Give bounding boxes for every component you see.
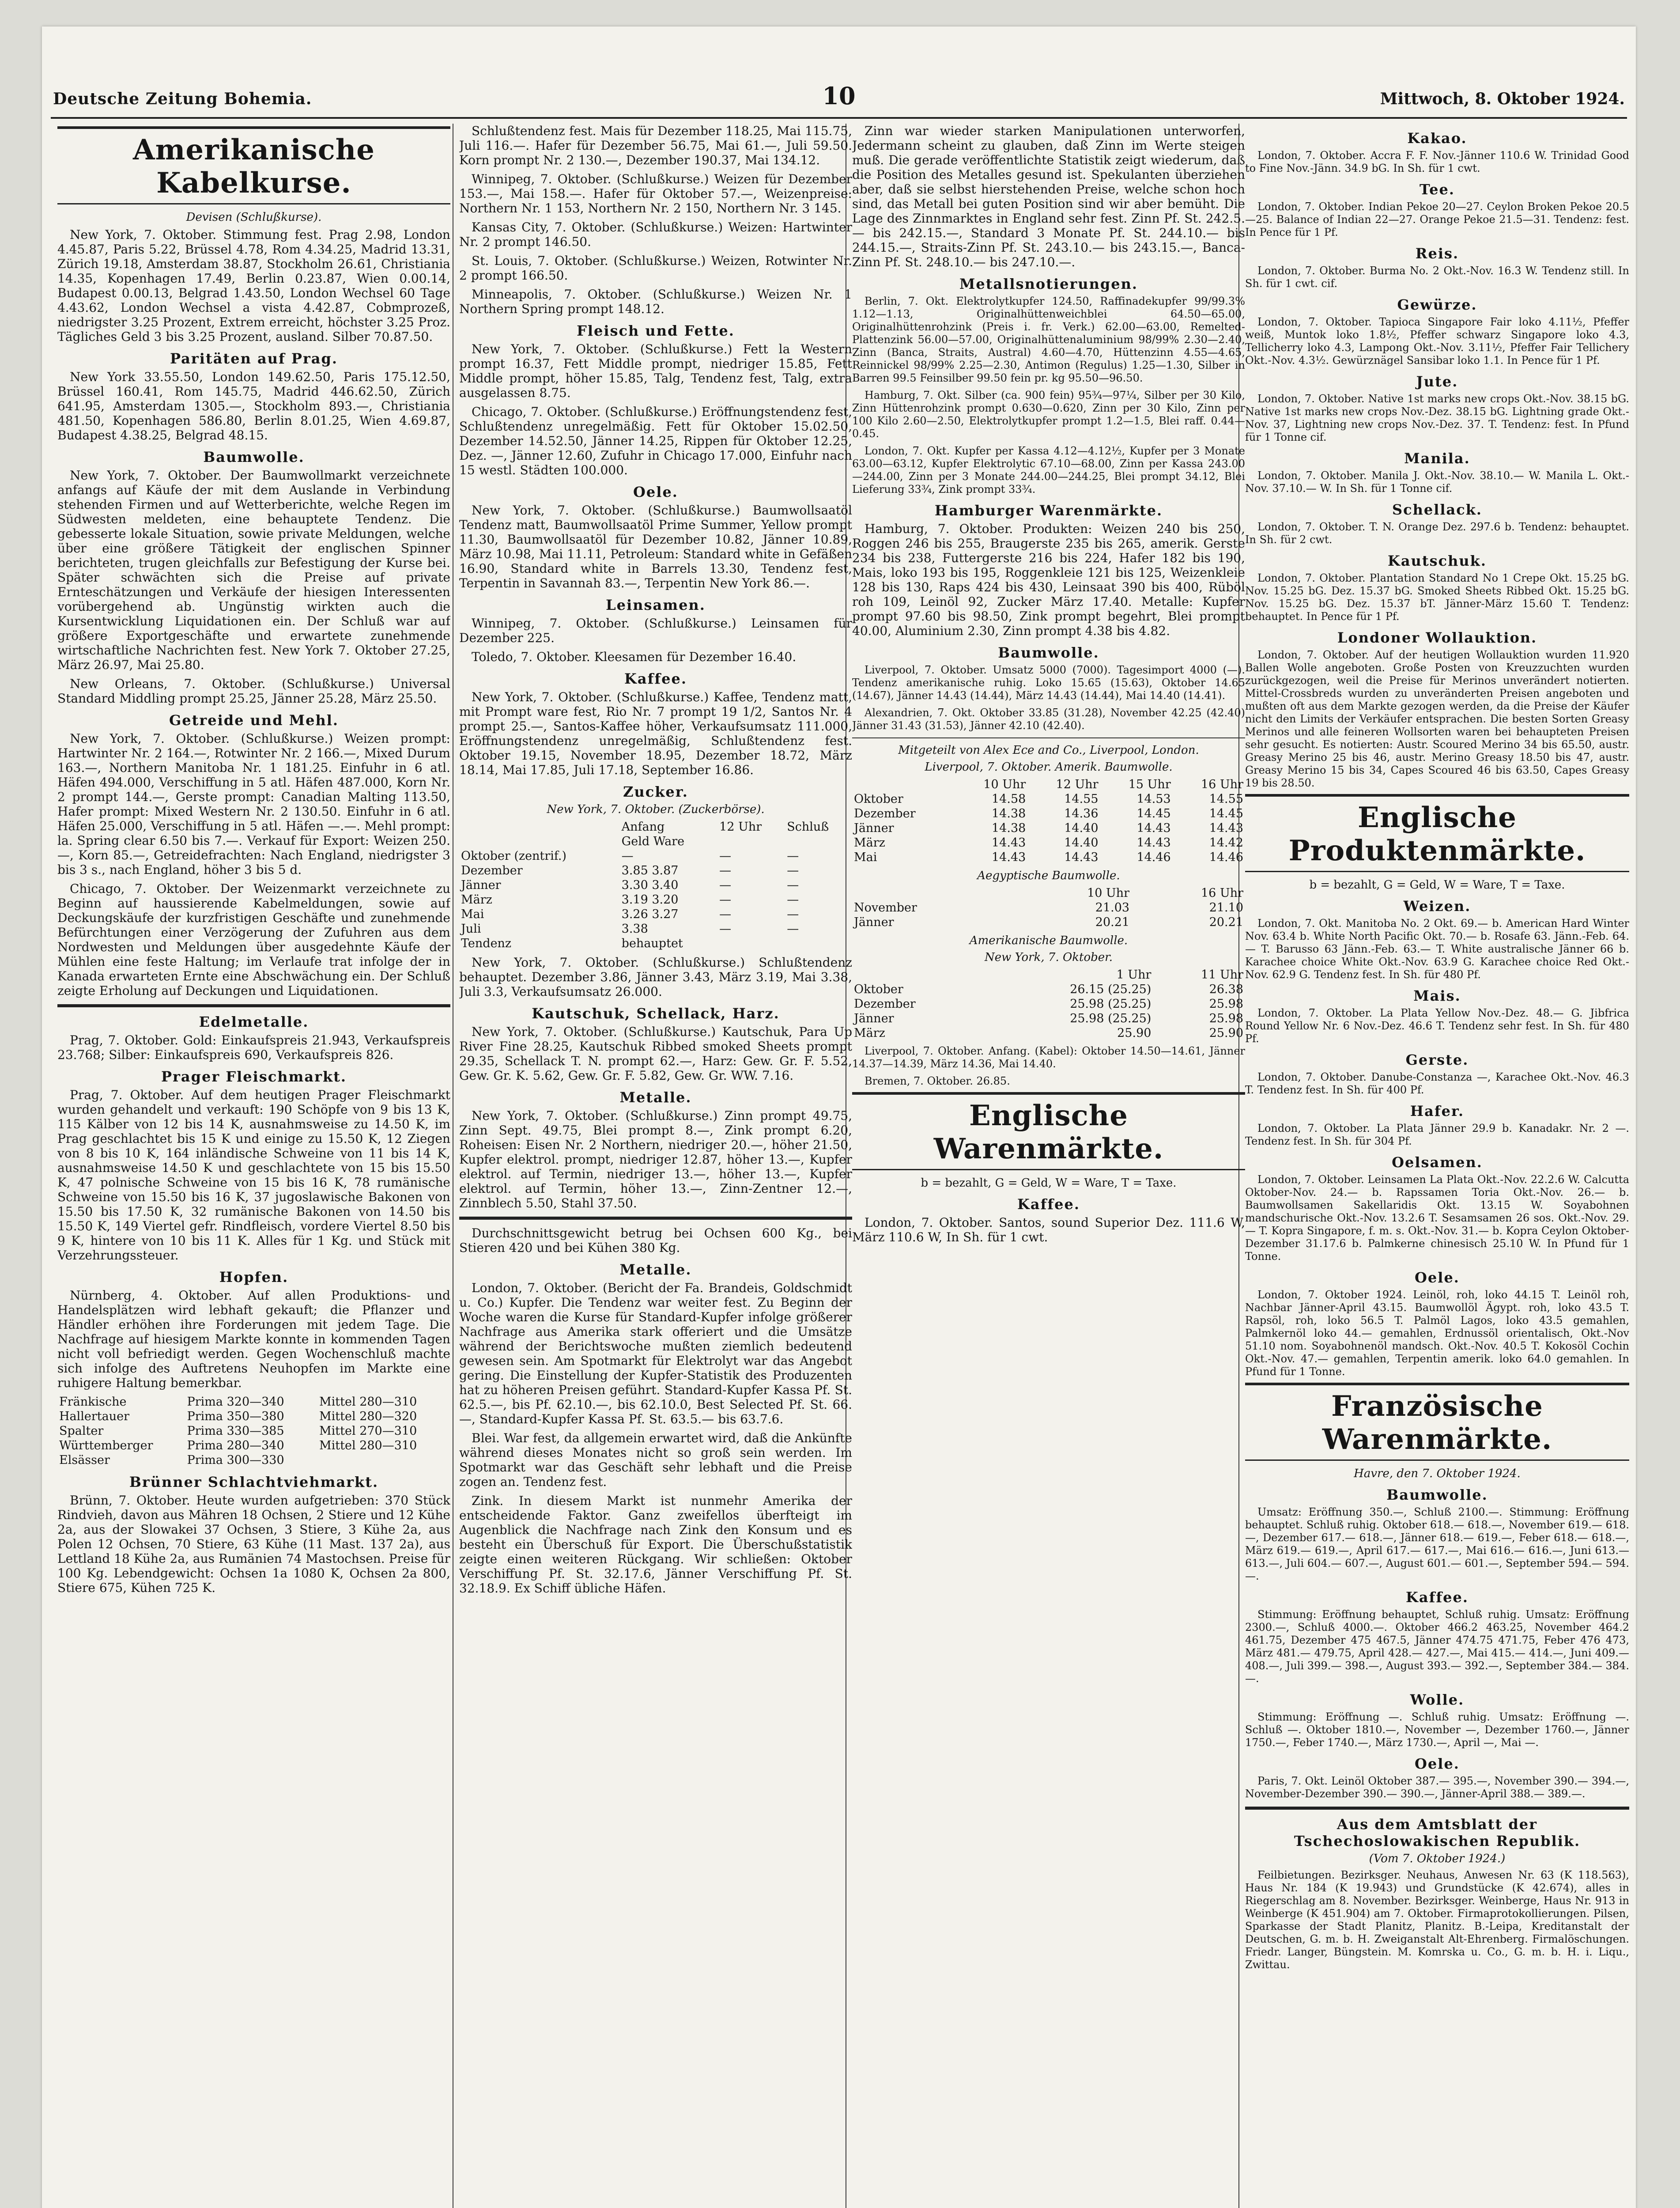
table-cell: 14.43 — [992, 851, 1026, 864]
table-row — [459, 878, 852, 892]
source-note: Mitgeteilt von Alex Ece and Co., Liverpool, London. — [898, 744, 1199, 757]
table-caption: New York, 7. Oktober. (Zuckerbörse). — [547, 803, 765, 816]
table-cell: 14.55 — [1064, 792, 1099, 806]
table-cell: — — [719, 878, 732, 892]
table-cell: Dezember — [461, 864, 523, 877]
table-cell: 21.03 — [1095, 901, 1130, 915]
table-header-row — [852, 968, 1245, 982]
table-cell: März — [854, 1026, 885, 1040]
table-cell: 14.43 — [1136, 821, 1171, 835]
subsection-title: Oele. — [633, 484, 678, 500]
subsection-title: Paritäten auf Prag. — [170, 350, 338, 367]
table-cell: Oktober (zentrif.) — [461, 849, 567, 863]
subsection-title: Kaffee. — [1017, 1196, 1080, 1213]
subsection-title: Gerste. — [1405, 1051, 1469, 1068]
table-row — [459, 892, 852, 907]
table-header — [459, 834, 620, 849]
section-title: Französische Warenmärkte. — [1245, 1383, 1629, 1461]
subsection-title: Edelmetalle. — [199, 1013, 309, 1030]
subsection-title: Kaffee. — [1406, 1589, 1469, 1606]
article-text: London, 7. Oktober. Native 1st marks new crops Okt.-Nov. 38.15 bG. Native 1st marks new crops Nov.-Dez. 38.15 bG. Lightning grade Okt.-Nov. 37, Lightning new crops Nov.-Dez. 37. T. Tendenz: fest. In Pfund für 1 Tonne cif. — [1245, 393, 1629, 443]
table-cell: November — [854, 901, 917, 915]
table-cell — [717, 936, 785, 951]
table-header-row — [459, 820, 852, 834]
liverpool-cotton-table — [852, 777, 1245, 865]
subsection-title: Hafer. — [1410, 1103, 1465, 1119]
table-cell: Hallertauer — [59, 1410, 130, 1423]
dateline: Havre, den 7. Oktober 1924. — [1354, 1467, 1521, 1480]
article-text: London, 7. Oktober. Danube-Constanza —, Karachee Okt.-Nov. 46.3 T. Tendenz fest. In Sh. für 400 Pf. — [1245, 1071, 1629, 1096]
table-cell: — — [719, 893, 732, 907]
column-3 — [852, 124, 1245, 2208]
article-text: Zinn war wieder starken Manipulationen unterworfen, Jedermann scheint zu glauben, daß Zinn im Werte steigen muß. Die gerade veröffentlichte Statistik zeigt wiederum, daß die Position des Metalles gesund ist. Spekulanten überziehen aber, daß sie selbst hierstehenden Preise, welche schon hoch sind, das Metall bei guten Position sind wir aber bemüht. Die Lage des Zinnmarktes in England sehr fest. Zinn Pf. St. 242.5.— bis 242.15.—, Standard 3 Monate Pf. St. 244.10.— bis 244.15.—, Straits-Zinn Pf. St. 243.10.— bis 243.15.—, Banca-Zinn Pf. St. 248.10.— bis 247.10.—. — [852, 124, 1245, 269]
table-row — [852, 806, 1245, 821]
table-cell: Juli — [461, 922, 481, 936]
article-text: London, 7. Okt. Manitoba No. 2 Okt. 69.— b. American Hard Winter Nov. 63.4 b. White North Pacific Okt. 70.— b. Rosafe 63. Jänn.-Feb. 64.— T. Barusso 63 Jänn.-Feb. 63.— T. White australische Jänner 66 b. Karachee choice White Okt.-Nov. 63.9 G. Karachee choice Red Okt.-Nov. 62.9 G. Tendenz fest. In Sh. für 480 Pf. — [1245, 917, 1629, 981]
table-cell: Jänner — [461, 878, 501, 892]
subsection-title: Oele. — [1415, 1755, 1460, 1772]
table-cell: — — [719, 922, 732, 936]
table-cell: Oktober — [854, 792, 903, 806]
table-cell: 25.90 — [1209, 1026, 1243, 1040]
subsection-title: Wolle. — [1410, 1691, 1465, 1708]
table-cell: Fränkische — [59, 1395, 127, 1409]
article-text: Stimmung: Eröffnung behauptet, Schluß ruhig. Umsatz: Eröffnung 2300.—, Schluß 4000.—. Oktober 466.2 463.25, November 464.2 461.75, Dezember 475 467.5, Jänner 474.75 471.75, Feber 476 473, März 481.— 479.75, April 428.— 427.—, Mai 415.— 414.—, Juni 409.— 408.—, Juli 399.— 398.—, August 393.— 392.—, September 384.— 384.—. — [1245, 1608, 1629, 1685]
article-text: Chicago, 7. Oktober. Der Weizenmarkt verzeichnete zu Beginn auf haussierende Kabelmeldungen, sowie auf Deckungskäufe der kurzfristigen Geschäfte und zunehmende Befürchtungen einer Verzögerung der Zufuhren aus dem Nordwesten und Meldungen über ausgedehnte Käufe der Mühlen eine feste Haltung; im Verlaufe trat infolge der in Kanada erwarteten Ernte eine Abschwächung ein. Der Schluß zeigte Erholung auf Deckungen und Liquidationen. — [57, 881, 450, 998]
article-text: London, 7. Oktober. Santos, sound Superior Dez. 111.6 W, März 110.6 W, In Sh. für 1 cwt. — [852, 1215, 1245, 1244]
article-text: New York, 7. Oktober. (Schlußkurse.) Baumwollsaatöl Tendenz matt, Baumwollsaatöl Prime Summer, Yellow prompt 11.30, Baumwollsaatöl für Dezember 10.82, Jänner 10.89, März 10.98, Mai 11.11, Petroleum: Standard white in Gefäßen 16.90, Standard white in Barrels 13.30, Tendenz fest, Terpentin in Savannah 83.—, Terpentin New York 86.—. — [459, 503, 852, 590]
table-cell: 26.38 — [1209, 983, 1243, 996]
article-text: London, 7. Oktober. Tapioca Singapore Fair loko 4.11½, Pfeffer weiß, Muntok loko 1.8½, Pfeffer schwarz Singapore loko 4.3, Tellicherry loko 4.3, Lampong Okt.-Nov. 3.11½, Pfeffer Fair Tellichery Okt.-Nov. 4.3½. Gewürznägel Sansibar loko 1.1. In Pence für 1 Pf. — [1245, 316, 1629, 367]
subsection-title: Schellack. — [1392, 501, 1483, 518]
article-text: Hamburg, 7. Oktober. Produkten: Weizen 240 bis 250, Roggen 246 bis 255, Braugerste 235 bis 265, amerik. Gerste 234 bis 238, Futtergerste 216 bis 224, Hafer 182 bis 190, Mais, loko 193 bis 195, Roggenkleie 121 bis 125, Weizenkleie 128 bis 130, Raps 424 bis 430, Leinsaat 390 bis 400, Rüböl roh 109, Leinöl 92, Zucker März 17.40. Metalle: Kupfer prompt 97.60 bis 98.50, Zink prompt begehrt, Blei prompt 40.00, Aluminium 2.30, Zinn prompt 4.38 bis 4.82. — [852, 522, 1245, 638]
issue-date: Mittwoch, 8. Oktober 1924. — [1380, 90, 1625, 108]
table-header: 16 Uhr — [1201, 778, 1243, 791]
subsection-title: Zucker. — [623, 783, 688, 800]
article-text: London, 7. Oktober. T. N. Orange Dez. 297.6 b. Tendenz: behauptet. In Sh. für 2 cwt. — [1245, 521, 1629, 546]
article-text: Paris, 7. Okt. Leinöl Oktober 387.— 395.—, November 390.— 394.—, November-Dezember 390.— 390.—, Jänner-April 388.— 389.—. — [1245, 1775, 1629, 1800]
subsection-title: Kakao. — [1407, 130, 1467, 147]
article-text: New York 33.55.50, London 149.62.50, Paris 175.12.50, Brüssel 160.41, Rom 145.75, Madrid 446.62.50, Zürich 641.95, Amsterdam 1305.—, Stockholm 893.—, Christiania 481.50, Kopenhagen 586.80, Berlin 8.01.25, Wien 4.69.87, Budapest 4.38.25, Belgrad 48.15. — [57, 370, 450, 442]
table-cell: 14.53 — [1136, 792, 1171, 806]
article-text: Zink. In diesem Markt ist nunmehr Amerika der entscheidende Faktor. Ganz zweifellos überfteigt im Augenblick die Nachfrage nach Zink den Konsum und es besteht ein Überschuß für Export. Die Überschußstatistik zeigte einen weiteren Rückgang. Wir schließen: Oktober Verschiffung Pf. St. 32.17.6, Jänner Verschiffung Pf. St. 32.18.9. Ex Schiff übliche Häfen. — [459, 1493, 852, 1596]
divider — [852, 737, 1245, 738]
table-header-row — [852, 886, 1245, 900]
article-text: St. Louis, 7. Oktober. (Schlußkurse.) Weizen, Rotwinter Nr. 2 prompt 166.50. — [459, 253, 852, 283]
article-text: London, 7. Oktober. La Plata Yellow Nov.-Dez. 48.— G. Jibfrica Round Yellow Nr. 6 Nov.-Dez. 46.6 T. Tendenz sehr fest. In Sh. für 480 Pf. — [1245, 1007, 1629, 1045]
table-cell: Mai — [461, 907, 484, 921]
table-header: 11 Uhr — [1201, 968, 1243, 982]
table-cell: 14.43 — [1064, 851, 1099, 864]
article-text: Brünn, 7. Oktober. Heute wurden aufgetrieben: 370 Stück Rindvieh, davon aus Mähren 18 Ochsen, 2 Stiere und 12 Kühe 2a, aus der Slowakei 37 Ochsen, 3 Stiere, 3 Kühe 2a, aus Polen 12 Ochsen, 70 Stiere, 63 Kühe (11 Mast. 137 2a), aus Lettland 18 Kühe 2a, aus Rumänien 74 Mastochsen. Preise für 100 Kg. Lebendgewicht: Ochsen 1a 1080 K, Ochsen 2a 800, Stiere 675, Kühen 725 K. — [57, 1493, 450, 1595]
table-row — [57, 1453, 450, 1467]
newspaper-name: Deutsche Zeitung Bohemia. — [53, 90, 312, 108]
table-cell: 14.43 — [1136, 836, 1171, 850]
subsection-title: Hamburger Warenmärkte. — [934, 502, 1163, 519]
table-row — [57, 1409, 450, 1424]
table-cell: Elsässer — [59, 1453, 110, 1467]
article-text: Prag, 7. Oktober. Gold: Einkaufspreis 21.943, Verkaufspreis 23.768; Silber: Einkaufspreis 690, Verkaufspreis 826. — [57, 1033, 450, 1062]
subsection-title: Gewürze. — [1397, 296, 1477, 313]
table-cell: 14.45 — [1136, 807, 1171, 820]
section-divider — [57, 1004, 450, 1007]
table-cell: 21.10 — [1209, 901, 1243, 915]
column-1 — [57, 124, 450, 2208]
article-text: London, 7. Oktober. (Bericht der Fa. Brandeis, Goldschmidt u. Co.) Kupfer. Die Tendenz war weiter fest. Zu Beginn der Woche waren die Kurse für Standard-Kupfer infolge größerer Nachfrage aus Amerika stark offeriert und die Umsätze während der Berichtswoche mußten ziemlich bedeutend gewesen sein. Am Spotmarkt für Elektrolyt war das Angebot gering. Die Einstellung der Kupfer-Statistik des Produzenten hat zu höheren Preisen geführt. Standard-Kupfer Kassa Pf. St. 62.5.—, bis Pf. 62.10.—, bis 62.10.0, Best Selected Pf. St. 66.—, Standard-Kupfer Kassa Pf. St. 63.5.— bis 63.7.6. — [459, 1281, 852, 1426]
article-text: New York, 7. Oktober. Der Baumwollmarkt verzeichnete anfangs auf Käufe der mit dem Auslande in Verbindung stehenden Firmen und auf Wetterberichte, welche Regen im Südwesten meldeten, eine behauptete Tendenz. Die gebesserte lokale Situation, sowie private Meldungen, welche über eine größere Tätigkeit der englischen Spinner berichteten, trugen gleichfalls zur Befestigung der Kurse bei. Später schwächten sich die Preise auf private Ernteschätzungen und Verkäufe der hiesigen Interessenten vorübergehend ab. Ungünstig wirkten auch die Kursentwicklung Liquidationen ein. Der Schluß war auf größere Exportgeschäfte und erwartete zunehmende wirtschaftliche Nachrichten fest. New York 7. Oktober 27.25, März 26.97, Mai 25.80. — [57, 468, 450, 672]
table-row — [852, 997, 1245, 1011]
article-text: Durchschnittsgewicht betrug bei Ochsen 600 Kg., bei Stieren 420 und bei Kühen 380 Kg. — [459, 1226, 852, 1255]
article-text: New York, 7. Oktober. Stimmung fest. Prag 2.98, London 4.45.87, Paris 5.22, Brüssel 4.78, Rom 4.34.25, Madrid 13.31, Zürich 19.18, Amsterdam 38.87, Stockholm 26.61, Christiania 14.35, Kopenhagen 17.49, Berlin 0.23.87, Wien 0.00.14, Budapest 0.00.13, Belgrad 1.43.50, London Wechsel 60 Tage 4.43.62, London Wechsel a vista 4.42.87, Cobmprozeß, niedrigster 3.25 Prozent, Extrem erreicht, höchster 3.25 Proz. Tägliches Geld 3 bis 3.25 Prozent, ausland. Silber 70.87.50. — [57, 227, 450, 344]
table-header: 12 Uhr — [719, 820, 762, 834]
legend: b = bezahlt, G = Geld, W = Ware, T = Taxe. — [1309, 878, 1565, 892]
table-cell: 3.38 — [621, 922, 648, 936]
subsection-title: Weizen. — [1403, 898, 1471, 915]
table-row — [459, 907, 852, 922]
table-cell: — — [787, 907, 799, 921]
table-cell: 20.21 — [1209, 915, 1243, 929]
table-row — [57, 1395, 450, 1409]
hops-price-table — [57, 1395, 450, 1467]
table-header-row — [852, 777, 1245, 792]
table-cell: Jänner — [854, 1012, 894, 1025]
us-cotton-table — [852, 968, 1245, 1040]
section-title: Englische Warenmärkte. — [852, 1092, 1245, 1170]
table-cell: 14.42 — [1209, 836, 1243, 850]
page-header — [53, 82, 1625, 113]
table-caption: Liverpool, 7. Oktober. Amerik. Baumwolle. — [925, 760, 1173, 774]
subsection-title: Tee. — [1420, 181, 1455, 198]
table-header: Schluß — [787, 820, 829, 834]
table-cell: 25.98 (25.25) — [1070, 1012, 1151, 1025]
article-text: Berlin, 7. Okt. Elektrolytkupfer 124.50, Raffinadekupfer 99/99.3% 1.12—1.13, Originalhüttenweichblei 64.50—65.00, Originalhüttenrohzink (Preis i. fr. Verk.) 62.00—63.00, Remelted-Plattenzink 56.00—57.00, Originalhüttenaluminium 98/99% 2.30—2.40, Zinn (Banca, Straits, Austral) 4.60—4.70, Hüttenzinn 4.55—4.65, Reinnickel 98/99% 2.25—2.30, Antimon (Regulus) 1.25—1.30, Silber in Barren 99.5 Feinsilber 99.50 fein pr. kg 95.50—96.50. — [852, 295, 1245, 384]
table-header — [852, 968, 983, 982]
table-cell: Tendenz — [461, 937, 512, 950]
article-text: Kansas City, 7. Oktober. (Schlußkurse.) Weizen: Hartwinter Nr. 2 prompt 146.50. — [459, 220, 852, 249]
table-cell: — — [787, 849, 799, 863]
table-cell: Mittel 280—320 — [319, 1410, 417, 1423]
table-cell: 3.26 3.27 — [621, 907, 679, 921]
table-cell: Dezember — [854, 997, 916, 1011]
table-row — [852, 982, 1245, 997]
table-row — [852, 850, 1245, 865]
table-cell: Prima 330—385 — [187, 1424, 284, 1438]
table-header — [785, 834, 852, 849]
table-cell: 14.43 — [992, 836, 1026, 850]
table-cell: behauptet — [621, 937, 683, 950]
table-header: 10 Uhr — [1087, 886, 1130, 900]
article-text: Winnipeg, 7. Oktober. (Schlußkurse.) Leinsamen für Dezember 225. — [459, 616, 852, 645]
article-text: New York, 7. Oktober. (Schlußkurse.) Zinn prompt 49.75, Zinn Sept. 49.75, Blei prompt 8.—, Zink prompt 6.20, Roheisen: Eisen Nr. 2 Northern, niedriger 20.—, höher 21.50, Kupfer elektrol. prompt, niedriger 12.87, höher 13.—, Kupfer elektrol. auf Termin, niedriger 13.—, höher 13.—, Kupfer elektrol. auf Termin, höher 13.—, Zinn-Zentner 12.—, Zinnblech 5.50, Stahl 37.50. — [459, 1108, 852, 1210]
article-text: Toledo, 7. Oktober. Kleesamen für Dezember 16.40. — [472, 650, 797, 664]
table-row — [852, 900, 1245, 915]
table-caption: Amerikanische Baumwolle. — [969, 934, 1128, 947]
article-text: New Orleans, 7. Oktober. (Schlußkurse.) Universal Standard Middling prompt 25.25, Jänner 25.28, März 25.50. — [57, 677, 450, 706]
subsection-title: Londoner Wollauktion. — [1337, 629, 1537, 646]
subsection-title: Fleisch und Fette. — [577, 322, 735, 339]
article-text: Alexandrien, 7. Okt. Oktober 33.85 (31.28), November 42.25 (42.40) Jänner 31.43 (31.53), Jänner 42.10 (42.40). — [852, 707, 1245, 732]
header-rule — [51, 117, 1627, 119]
subsection-title: Oele. — [1415, 1269, 1460, 1286]
article-text: Bremen, 7. Oktober. 26.85. — [865, 1075, 1010, 1087]
table-cell: 3.19 3.20 — [621, 893, 679, 907]
table-header: 15 Uhr — [1128, 778, 1171, 791]
article-text: London, 7. Oktober. La Plata Jänner 29.9 b. Kanadakr. Nr. 2 —. Tendenz fest. In Sh. für 304 Pf. — [1245, 1122, 1629, 1147]
table-cell: — — [621, 849, 634, 863]
table-header: 16 Uhr — [1201, 886, 1243, 900]
article-text: London, 7. Oktober. Leinsamen La Plata Okt.-Nov. 22.2.6 W. Calcutta Oktober-Nov. 24.— b. Rapssamen Toria Okt.-Nov. 26.— b. Baumwollsamen Sakellaridis Okt. 13.15 W. Soyabohnen mandschurische Okt.-Nov. 13.2.6 T. Sesamsamen 26 sos. Okt.-Nov. 29.— T. Kopra Singapore, f. m. s. Okt.-Nov. 31.— b. Kopra Ceylon Oktober-Dezember 31.17.6 b. Palmkerne chinesisch 25.10 W. In Pfund für 1 Tonne. — [1245, 1173, 1629, 1263]
table-header: 12 Uhr — [1056, 778, 1099, 791]
article-text: London, 7. Oktober. Indian Pekoe 20—27. Ceylon Broken Pekoe 20.5—25. Balance of Indian 22—27. Orange Pekoe 21.5—31. Tendenz: fest. In Pence für 1 Pf. — [1245, 200, 1629, 238]
article-text: Chicago, 7. Oktober. (Schlußkurse.) Eröffnungstendenz fest, Schlußtendenz unregelmäßig. Fett für Oktober 15.02.50, Dezember 14.52.50, Jänner 14.25, Rippen für Oktober 12.25, Dez. —, Jänner 12.60, Zufuhr in Chicago 17.000, Einfuhr nach 15 westl. Städten 100.000. — [459, 405, 852, 477]
table-cell: — — [719, 864, 732, 877]
article-text: Hamburg, 7. Okt. Silber (ca. 900 fein) 95¾—97¼, Silber per 30 Kilo, Zinn Hüttenrohzink prompt 0.630—0.620, Zinn per 30 Kilo, Zinn per 100 Kilo 2.60—2.50, Elektrolytkupfer prompt 1.2—1.5, Blei raff. 0.44—0.45. — [852, 389, 1245, 440]
table-cell: Prima 320—340 — [187, 1395, 284, 1409]
article-text: London, 7. Oktober 1924. Leinöl, roh, loko 44.15 T. Leinöl roh, Nachbar Jänner-April 43.15. Baumwollöl Ägypt. roh, loko 43.5 T. Rapsöl, roh, loko 56.5 T. Palmöl Lagos, loko 43.5 gemahlen, Palmkernöl loko 44.— gemahlen, Erdnussöl orientalisch, Okt.-Nov 51.10 nom. Soyabohnenöl mandsch. Okt.-Nov. 40.5 T. Kokosöl Cochin Okt.-Nov. 47.— gemahlen, Terpentin amerik. loko 64.0 gemahlen. In Pfund für 1 Tonne. — [1245, 1289, 1629, 1378]
page-number: 10 — [822, 82, 856, 110]
table-row — [852, 1026, 1245, 1040]
article-text: Liverpool, 7. Oktober. Anfang. (Kabel): Oktober 14.50—14.61, Jänner 14.37—14.39, März 14.36, Mai 14.40. — [852, 1045, 1245, 1070]
table-row — [852, 1011, 1245, 1026]
article-text: New York, 7. Oktober. (Schlußkurse.) Schlußtendenz behauptet. Dezember 3.86, Jänner 3.43, März 3.19, Mai 3.38, Juli 3.3, Verkaufsumsatz 26.000. — [459, 955, 852, 999]
column-2 — [459, 124, 852, 2208]
table-cell: — — [787, 878, 799, 892]
table-row — [459, 936, 852, 951]
table-cell: Jänner — [854, 915, 894, 929]
article-text: New York, 7. Oktober. (Schlußkurse.) Kautschuk, Para Up River Fine 28.25, Kautschuk Ribbed smoked Sheets prompt 29.35, Schellack T. N. prompt 62.—, Harz: Gew. Gr. F. 5.52, Gew. Gr. K. 5.62, Gew. Gr. F. 5.82, Gew. Gr. WW. 7.16. — [459, 1025, 852, 1083]
subsection-title: Kautschuk, Schellack, Harz. — [532, 1005, 780, 1022]
table-cell: Dezember — [854, 807, 916, 820]
table-header — [717, 834, 785, 849]
subsection-caption: (Vom 7. Oktober 1924.) — [1369, 1852, 1506, 1865]
table-cell: 20.21 — [1095, 915, 1130, 929]
subsection-title: Prager Fleischmarkt. — [161, 1068, 347, 1085]
article-text: Blei. War fest, da allgemein erwartet wird, daß die Ankünfte während dieses Monates nicht so groß sein werden. Im Spotmarkt war das Geschäft sehr lebhaft und die Preise zogen an. Tendenz fest. — [459, 1431, 852, 1489]
table-header: 10 Uhr — [983, 778, 1026, 791]
table-row — [459, 863, 852, 878]
article-text: Umsatz: Eröffnung 350.—, Schluß 2100.—. Stimmung: Eröffnung behauptet. Schluß ruhig. Oktober 618.— 618.—, November 619.— 618.—, Dezember 617.— 618.—, Jänner 618.— 619.—, Feber 618.— 618.—, März 619.— 619.—, April 617.— 617.—, Mai 616.— 616.—, Juni 613.— 613.—, Juli 604.— 607.—, August 601.— 601.—, September 594.— 594.—. — [1245, 1506, 1629, 1582]
table-subcaption: New York, 7. Oktober. — [984, 951, 1113, 964]
table-cell: 14.55 — [1209, 792, 1243, 806]
table-cell: 25.98 — [1209, 997, 1243, 1011]
table-cell: Mittel 280—310 — [319, 1395, 417, 1409]
table-cell: Württemberger — [59, 1439, 153, 1452]
table-cell: — — [719, 907, 732, 921]
subsection-title: Reis. — [1415, 245, 1459, 262]
table-row — [852, 915, 1245, 930]
subsection-title: Jute. — [1416, 373, 1458, 390]
article-text: Winnipeg, 7. Oktober. (Schlußkurse.) Weizen für Dezember 153.—, Mai 158.—. Hafer für Oktober 57.—, Weizenpreise: Northern Nr. 1 153, Northern Nr. 2 150, Northern Nr. 3 145. — [459, 172, 852, 216]
table-cell — [785, 936, 852, 951]
subsection-title: Oelsamen. — [1392, 1154, 1483, 1171]
table-cell: 14.38 — [992, 807, 1026, 820]
table-cell: März — [854, 836, 885, 850]
subsection-title: Mais. — [1413, 987, 1461, 1004]
table-header: Geld Ware — [621, 835, 685, 848]
article-text: New York, 7. Oktober. (Schlußkurse.) Weizen prompt: Hartwinter Nr. 2 164.—, Rotwinter Nr. 2 166.—, Mixed Durum 163.—, Northern Manitoba Nr. 1 181.25. Einfuhr in 6 atl. Häfen 494.000, Verschiffung in 5 atl. Häfen 487.000, Korn Nr. 2 prompt 144.—, Gerste prompt: Canadian Malting 113.50, Hafer prompt: Mixed Western Nr. 2 130.50. Einfuhr in 6 atl. Häfen 25.000, Verschiffung in 5 atl. Häfen —.—. Mehl prompt: la. Spring clear 6.50 bis 7.—. Verkauf für Export: Weizen 250.—, Korn 85.—, Getreidefrachten: Nach England, niedrigster 3 bis 3 s., nach England, höher 3 bis 5 d. — [57, 731, 450, 877]
table-header: Anfang — [621, 820, 665, 834]
table-cell: 3.85 3.87 — [621, 864, 679, 877]
table-cell: Prima 300—330 — [187, 1453, 284, 1467]
table-cell — [317, 1453, 450, 1467]
table-cell: 14.40 — [1064, 821, 1099, 835]
article-text: New York, 7. Oktober. (Schlußkurse.) Kaffee, Tendenz matt, mit Prompt ware fest, Rio Nr. 7 prompt 19 1/2, Santos Nr. 4 prompt 25.—, Santos-Kaffee höher, Verkaufsumsatz 111.000, Eröffnungstendenz unregelmäßig, Schlußtendenz fest. Oktober 19.15, November 18.95, Dezember 18.72, März 18.14, Mai 17.85, Juli 17.18, September 16.86. — [459, 690, 852, 777]
table-header — [852, 777, 955, 792]
subsection-title: Metallsnotierungen. — [959, 276, 1138, 292]
table-cell: 14.40 — [1064, 836, 1099, 850]
table-cell: März — [461, 893, 492, 907]
table-cell: 14.58 — [992, 792, 1026, 806]
table-cell: 14.43 — [1209, 821, 1243, 835]
article-text: London, 7. Oktober. Accra F. F. Nov.-Jänner 110.6 W. Trinidad Good to Fine Nov.-Jänn. 34.9 bG. In Sh. für 1 cwt. — [1245, 149, 1629, 174]
table-cell: 25.98 (25.25) — [1070, 997, 1151, 1011]
article-text: Liverpool, 7. Oktober. Umsatz 5000 (7000). Tagesimport 4000 (—). Tendenz amerikanische ruhig. Loko 15.65 (15.63), Oktober 14.65 (14.67), Jänner 14.43 (14.44), März 14.43 (14.44), Mai 14.40 (14.41). — [852, 664, 1245, 702]
table-row — [57, 1424, 450, 1438]
subsection-title: Getreide und Mehl. — [169, 712, 339, 729]
table-cell: 14.46 — [1136, 851, 1171, 864]
article-text: London, 7. Oktober. Manila J. Okt.-Nov. 38.10.— W. Manila L. Okt.-Nov. 37.10.— W. In Sh. für 1 Tonne cif. — [1245, 469, 1629, 495]
section-divider — [1245, 1807, 1629, 1810]
table-caption: Aegyptische Baumwolle. — [977, 869, 1120, 882]
article-text: London, 7. Oktober. Burma No. 2 Okt.-Nov. 16.3 W. Tendenz still. In Sh. für 1 cwt. cif. — [1245, 265, 1629, 290]
table-cell: 26.15 (25.25) — [1070, 983, 1151, 996]
table-cell: — — [787, 922, 799, 936]
table-cell: Spalter — [59, 1424, 104, 1438]
article-text: Minneapolis, 7. Oktober. (Schlußkurse.) Weizen Nr. 1 Northern Spring prompt 148.12. — [459, 287, 852, 316]
table-cell: — — [787, 893, 799, 907]
table-cell: 14.46 — [1209, 851, 1243, 864]
subsection-title: Baumwolle. — [203, 449, 305, 465]
article-text: Nürnberg, 4. Oktober. Auf allen Produktions- und Handelsplätzen wird lebhaft gekauft; die Pflanzer und Händler erhöhen ihre Forderungen mit jedem Tage. Die Nachfrage auf hiesigem Markte konnte in kommenden Tagen nicht voll befriedigt werden. Gegen Wochenschluß machte sich infolge des Auftretens Neuhopfen im Markte eine ruhigere Haltung bemerkbar. — [57, 1288, 450, 1390]
table-cell: 25.98 — [1209, 1012, 1243, 1025]
table-cell: 14.38 — [992, 821, 1026, 835]
table-cell: 14.45 — [1209, 807, 1243, 820]
subsection-title: Hopfen. — [219, 1269, 289, 1285]
article-text: Feilbietungen. Bezirksger. Neuhaus, Anwesen Nr. 63 (K 118.563), Haus Nr. 184 (K 19.943) und Grundstücke (K 42.674), alles in Riegerschlag am 8. November. Bezirksger. Weinberge, Haus Nr. 913 in Weinberge (K 451.904) am 7. Oktober. Firmaprotokollierungen. Pilsen, Sparkasse der Stadt Planitz, Planitz. B.-Leipa, Kreditanstalt der Deutschen, G. m. b. H. Zweiganstalt Alt-Ehrenberg. Firmalöschungen. Friedr. Langer, Büngstein. M. Komrska u. Co., G. m. b. H. i. Liqu., Zwittau. — [1245, 1869, 1629, 1971]
table-cell: Oktober — [854, 983, 903, 996]
table-row — [57, 1438, 450, 1453]
sugar-price-table — [459, 820, 852, 951]
table-row — [459, 849, 852, 863]
table-cell: Mittel 270—310 — [319, 1424, 417, 1438]
subsection-title: Metalle. — [619, 1261, 692, 1278]
subsection-title: Brünner Schlachtviehmarkt. — [129, 1474, 379, 1490]
table-cell: Jänner — [854, 821, 894, 835]
table-row — [459, 922, 852, 936]
column-4 — [1245, 124, 1629, 2208]
table-cell: Prima 280—340 — [187, 1439, 284, 1452]
article-text: Prag, 7. Oktober. Auf dem heutigen Prager Fleischmarkt wurden gehandelt und verkauft: 190 Schöpfe von 9 bis 13 K, 115 Kälber von 12 bis 14 K, ausnahmsweise zu 14.50 K, im Prag geschlachtet bis 15 K und einige zu 15.50 K, 12 Ziegen von 8 bis 10 K, 164 inländische Schweine von 11 bis 14 K, ausnahmsweise 14.50 K und geschlachtete von 15 bis 15.50 K, 47 polnische Schweine von 15 bis 16 K, 78 rumänische Schweine von 15.50 bis 16 K, 37 jugoslawische Bakonen von 15.50 bis 17.50 K, 32 rumänische Bakonen von 14.50 bis 15.50 K, 149 Viertel gefr. Rindfleisch, vordere Viertel 8.50 bis 9 K, hintere von 10 bis 11 K. Alles für 1 Kg. und Stück mit Verzehrungssteuer. — [57, 1088, 450, 1263]
subsection-title: Aus dem Amtsblatt der Tschechoslowakischen Republik. — [1294, 1816, 1581, 1849]
table-cell: 3.30 3.40 — [621, 878, 679, 892]
table-cell: Prima 350—380 — [187, 1410, 284, 1423]
table-cell: — — [719, 849, 732, 863]
section-divider — [459, 1217, 852, 1220]
table-cell: — — [787, 864, 799, 877]
article-text: Schlußtendenz fest. Mais für Dezember 118.25, Mai 115.75, Juli 116.—. Hafer für Dezember 56.75, Mai 61.—, Juli 59.50. Korn prompt Nr. 2 130.—, Dezember 190.37, Mai 134.12. — [459, 124, 852, 167]
subsection-title: Kaffee. — [624, 670, 687, 687]
subsection-title: Metalle. — [619, 1089, 692, 1106]
legend: b = bezahlt, G = Geld, W = Ware, T = Taxe. — [921, 1176, 1177, 1190]
table-row — [852, 836, 1245, 850]
table-cell: Mittel 280—310 — [319, 1439, 417, 1452]
article-text: London, 7. Oktober. Plantation Standard No 1 Crepe Okt. 15.25 bG. Nov. 15.25 bG. Dez. 15.37 bG. Smoked Sheets Ribbed Okt. 15.25 bG. Nov. 15.25 bG. Dez. 15.37 bT. Jänner-März 15.60 T. Tendenz: behauptet. In Pence für 1 Pf. — [1245, 572, 1629, 623]
subsection-title: Manila. — [1404, 450, 1470, 467]
article-text: London, 7. Oktober. Auf der heutigen Wollauktion wurden 11.920 Ballen Wolle angeboten. Große Posten von Kreuzzuchten wurden zurückgezogen, weil die Preise für Merinos unverändert notierten. Mittel-Crossbreds wurden zu unveränderten Preisen angeboten und mußten oft aus dem Markte gezogen werden, da die Preise der Käufer nicht den Limits der Verkäufer entsprachen. Die besten Sorten Greasy Merinos und alle feineren Wollsorten waren bei behaupteten Preisen sehr gesucht. Es notierten: Austr. Scoured Merino 34 bis 65.50, austr. Greasy Merino 25 bis 46, austr. Merino Greasy 18.50 bis 47, austr. Greasy Merino 15 bis 34, Capes Scoured 46 bis 63.50, Capes Greasy 19 bis 28.50. — [1245, 649, 1629, 789]
table-cell: 14.36 — [1064, 807, 1099, 820]
section-title: Englische Produktenmärkte. — [1245, 794, 1629, 872]
subsection-title: Leinsamen. — [606, 597, 706, 613]
table-header — [852, 886, 1017, 900]
subsection-title: Baumwolle. — [998, 644, 1099, 661]
table-header-row — [459, 834, 852, 849]
table-row — [852, 821, 1245, 836]
article-text: London, 7. Okt. Kupfer per Kassa 4.12—4.12½, Kupfer per 3 Monate 63.00—63.12, Kupfer Elektrolytic 67.10—68.00, Zinn per Kassa 243.00—244.00, Zinn per 3 Monate 244.00—244.25, Blei prompt 34.12, Blei Lieferung 33¾, Zink prompt 33¾. — [852, 445, 1245, 495]
subsection-title: Kautschuk. — [1388, 552, 1487, 569]
table-header: 1 Uhr — [1116, 968, 1151, 982]
subsection-title: Baumwolle. — [1386, 1486, 1488, 1503]
table-cell: 25.90 — [1117, 1026, 1151, 1040]
egypt-cotton-table — [852, 886, 1245, 930]
table-cell: Mai — [854, 851, 877, 864]
article-text: New York, 7. Oktober. (Schlußkurse.) Fett la Western prompt 16.37, Fett Middle prompt, niedriger 15.85, Fett Middle prompt, höher 15.85, Talg, Tendenz fest, Talg, extra ausgelassen 8.75. — [459, 342, 852, 400]
table-row — [852, 792, 1245, 806]
table-header — [459, 820, 620, 834]
article-text: Stimmung: Eröffnung —. Schluß ruhig. Umsatz: Eröffnung —. Schluß —. Oktober 1810.—, November —, Dezember 1760.—, Jänner 1750.—, Feber 1740.—, März 1730.—, April —, Mai —. — [1245, 1711, 1629, 1749]
subsection-caption: Devisen (Schlußkurse). — [186, 211, 322, 224]
section-title: Amerikanische Kabelkurse. — [57, 126, 450, 204]
